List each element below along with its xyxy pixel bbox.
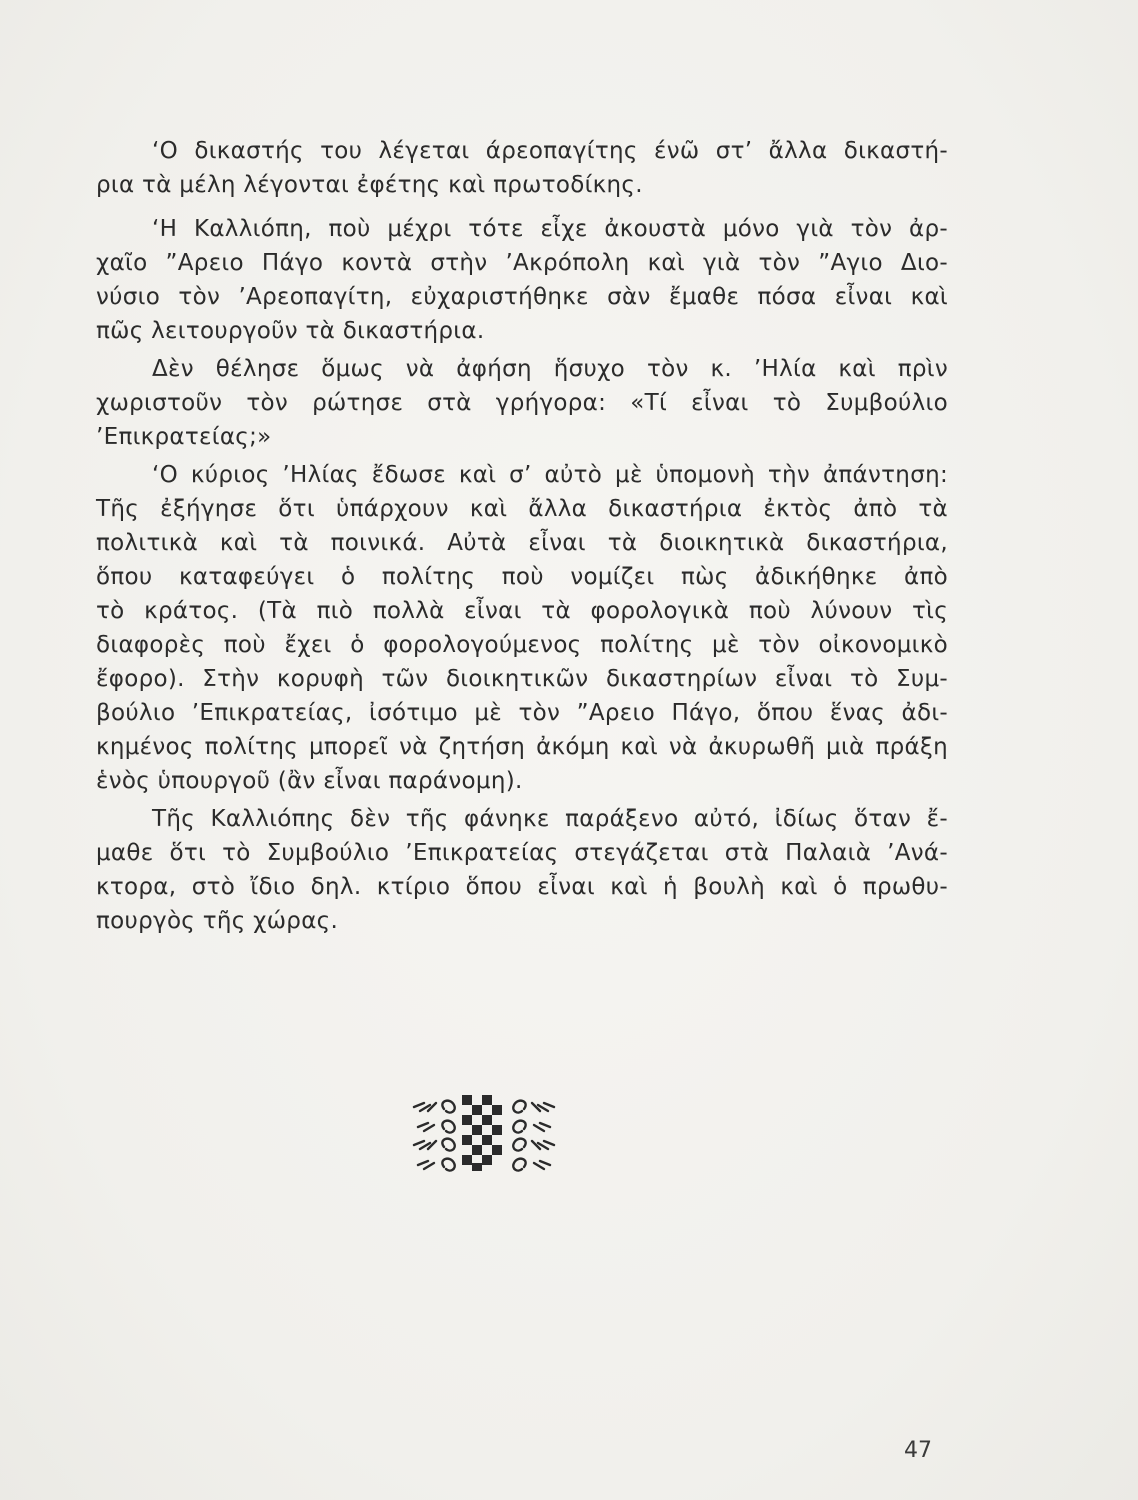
text-line: χωριστοῦν τὸν ρώτησε στὰ γρήγορα: «Τί εἶναι τὸ Συμβούλιο (96, 390, 948, 416)
text-line: τὸ κράτος. (Τὰ πιὸ πολλὰ εἶναι τὰ φορολογικὰ ποὺ λύνουν τὶς (96, 598, 948, 624)
text-line: νύσιο τὸν ’Αρεοπαγίτη, εὐχαριστήθηκε σὰν ἔμαθε πόσα εἶναι καὶ (96, 284, 948, 310)
decorative-vignette-icon (410, 1093, 558, 1173)
text-line: κτορα, στὸ ἴδιο δηλ. κτίριο ὅπου εἶναι καὶ ἡ βουλὴ καὶ ὁ πρωθυ- (96, 874, 948, 900)
text-line: χαῖο ”Αρειο Πάγο κοντὰ στὴν ’Ακρόπολη καὶ γιὰ τὸν ”Αγιο Διο- (96, 250, 948, 276)
text-line: Τῆς ἐξήγησε ὅτι ὑπάρχουν καὶ ἄλλα δικαστήρια ἐκτὸς ἀπὸ τὰ (96, 496, 948, 522)
text-line: ἑνὸς ὑπουργοῦ (ἂν εἶναι παράνομη). (96, 768, 523, 794)
text-line: Δὲν θέλησε ὅμως νὰ ἀφήση ἥσυχο τὸν κ. ’Ηλία καὶ πρὶν (152, 356, 948, 382)
text-line: ‘Ο δικαστής του λέγεται άρεοπαγίτης ένῶ στ’ ἄλλα δικαστή- (152, 138, 948, 164)
page-number: 47 (904, 1438, 932, 1463)
text-line: πολιτικὰ καὶ τὰ ποινικά. Αὐτὰ εἶναι τὰ διοικητικὰ δικαστήρια, (96, 530, 948, 556)
text-line: Τῆς Καλλιόπης δὲν τῆς φάνηκε παράξενο αὐτό, ἰδίως ὅταν ἔ- (152, 806, 948, 832)
text-line: ‘Ο κύριος ’Ηλίας ἔδωσε καὶ σ’ αὐτὸ μὲ ὑπομονὴ τὴν ἀπάντηση: (152, 462, 948, 488)
text-line: διαφορὲς ποὺ ἔχει ὁ φορολογούμενος πολίτης μὲ τὸν οἰκονομικὸ (96, 632, 948, 658)
text-line: βούλιο ’Επικρατείας, ἰσότιμο μὲ τὸν ”Αρειο Πάγο, ὅπου ἕνας ἀδι- (96, 700, 948, 726)
text-line: πῶς λειτουργοῦν τὰ δικαστήρια. (96, 318, 485, 344)
text-line: πουργὸς τῆς χώρας. (96, 908, 339, 934)
text-line: ἔφορο). Στὴν κορυφὴ τῶν διοικητικῶν δικαστηρίων εἶναι τὸ Συμ- (96, 666, 948, 692)
text-line: ’Επικρατείας;» (96, 424, 272, 450)
text-line: κημένος πολίτης μπορεῖ νὰ ζητήση ἀκόμη καὶ νὰ ἀκυρωθῆ μιὰ πράξη (96, 734, 948, 760)
text-line: ρια τὰ μέλη λέγονται ἐφέτης καὶ πρωτοδίκης. (96, 172, 643, 198)
text-line: ‘Η Καλλιόπη, ποὺ μέχρι τότε εἶχε ἀκουστὰ μόνο γιὰ τὸν ἀρ- (152, 216, 948, 242)
text-line: μαθε ὅτι τὸ Συμβούλιο ’Επικρατείας στεγάζεται στὰ Παλαιὰ ’Ανά- (96, 840, 948, 866)
text-line: ὅπου καταφεύγει ὁ πολίτης ποὺ νομίζει πὼς ἀδικήθηκε ἀπὸ (96, 564, 948, 590)
